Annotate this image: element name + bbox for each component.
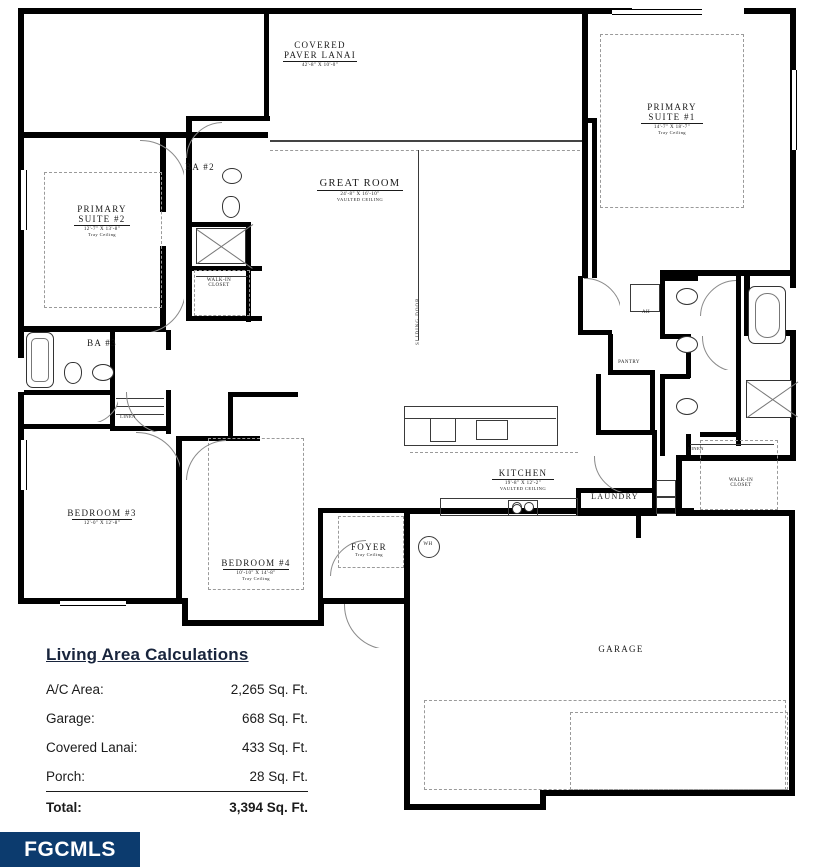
wall [608,370,654,375]
wall [608,334,613,374]
wall [576,510,656,516]
burner-icon [512,504,522,514]
room-label-primary-suite-1: PRIMARY SUITE #1 14'-7" X 18'-7" Tray Ceiling [620,102,724,135]
shower-icon [746,380,792,418]
window [20,170,27,230]
room-label-covered-paver-lanai: COVERED PAVER LANAI 42'-8" X 10'-0" [283,40,357,68]
watermark-logo: FGCMLS [0,832,140,867]
wall [404,604,410,810]
calculations-table [46,675,308,822]
wall [318,508,323,604]
wall [582,8,588,278]
sink-icon [676,288,698,305]
room-label-laundry: LAUNDRY [591,492,639,501]
table-row [46,733,308,762]
counter-line [404,418,556,419]
wall [660,276,665,338]
wall [228,392,298,397]
room-label-pantry: PANTRY [618,360,640,365]
wall [736,276,741,446]
wall [18,8,588,14]
table-row-total [46,792,308,823]
calc-total-label: Total: [46,792,187,823]
wall [636,510,641,538]
room-label-walk-in-closet-suite2: WALK-IN CLOSET [206,278,232,288]
sink-icon [676,398,698,415]
room-label-great-room: GREAT ROOM 24'-8" X 16'-10" VAULTED CEILING [300,178,420,202]
room-outline [570,712,788,790]
wall [578,330,612,335]
room-label-primary-suite-2: PRIMARY SUITE #2 12'-7" X 13'-8" Tray Ceiling [50,204,154,237]
air-handler-box [630,284,660,312]
wall [404,508,410,604]
wall [660,276,698,281]
dryer-icon [656,496,676,514]
door-swing [186,122,222,158]
window [20,440,27,490]
burner-icon [524,502,534,512]
closet-shelf [702,444,774,445]
door-swing [700,280,736,316]
table-row [46,704,308,733]
room-label-linen-2: LINEN [688,446,704,451]
calc-value: 668 Sq. Ft. [241,711,308,726]
window [60,600,126,606]
wall [228,392,233,438]
window [612,9,702,15]
wall [318,508,408,513]
wall [744,8,796,14]
wall [596,374,601,434]
sink-icon [92,364,114,381]
calculations-title: Living Area Calculations [46,645,249,664]
calc-label: Covered Lanai: [46,740,138,755]
door-swing [584,278,620,314]
toilet-icon [64,362,82,384]
wall [186,116,270,121]
room-label-air-handler: AH [641,310,651,315]
wall [540,790,795,796]
door-swing [136,432,180,476]
calc-label: Garage: [46,711,95,726]
sink-icon [676,336,698,353]
wall [789,510,795,795]
room-label-water-heater: WH [423,542,433,547]
living-area-calculations [46,645,308,822]
calc-label: Porch: [46,769,86,784]
toilet-icon [222,196,240,218]
room-label-garage: GARAGE [598,644,644,654]
door-swing [186,440,226,480]
sliding-door-track [270,140,582,142]
calc-value: 28 Sq. Ft. [249,769,308,784]
bathtub-icon [26,332,54,388]
calc-value: 433 Sq. Ft. [241,740,308,755]
room-label-walk-in-closet-suite1: WALK-IN CLOSET [728,478,754,488]
shower-icon [196,228,246,264]
wall [182,620,322,626]
window [791,70,797,150]
calc-total-value: 3,394 Sq. Ft. [187,792,308,823]
ceiling-line [410,452,578,453]
wall [18,328,24,358]
room-label-foyer: FOYER Tray Ceiling [350,542,387,557]
wall [166,390,171,434]
room-label-linen-1: LINEN [120,414,136,419]
room-label-ba-3: BA #3 [87,338,117,348]
sliding-door-label: SLIDING DOOR [416,297,421,345]
bathtub-icon [748,286,786,344]
wall [18,8,24,138]
wall [186,222,248,227]
door-swing [126,392,166,432]
water-heater-box [418,536,440,558]
wall [404,804,544,810]
table-row [46,762,308,792]
calc-label: A/C Area: [46,682,104,697]
door-swing [344,604,388,648]
wall [660,374,665,456]
room-label-bedroom-4: BEDROOM #4 10'-10" X 14'-8" Tray Ceiling [221,558,291,581]
wall [592,118,597,278]
cooktop-icon [430,418,456,442]
wall [650,370,655,430]
wall [596,430,656,435]
wall [676,455,682,515]
wall [18,138,24,328]
closet-shelf [196,276,248,277]
ceiling-line [270,150,580,151]
room-label-bedroom-3: BEDROOM #3 12'-0" X 12'-8" [67,508,137,526]
room-label-kitchen: KITCHEN 19'-8" X 12'-2" VAULTED CEILING [468,468,578,491]
wall [578,276,583,334]
wall [166,330,171,350]
closet-shelf [690,444,704,445]
door-swing [702,336,736,370]
calc-value: 2,265 Sq. Ft. [230,682,308,697]
door-swing [140,288,184,332]
wall [24,424,110,429]
wall [700,432,740,437]
kitchen-sink-icon [476,420,508,440]
table-row [46,675,308,704]
door-swing [594,456,630,492]
room-label-ba-2: BA #2 [185,162,215,172]
wall [18,132,268,138]
wall [18,392,24,426]
